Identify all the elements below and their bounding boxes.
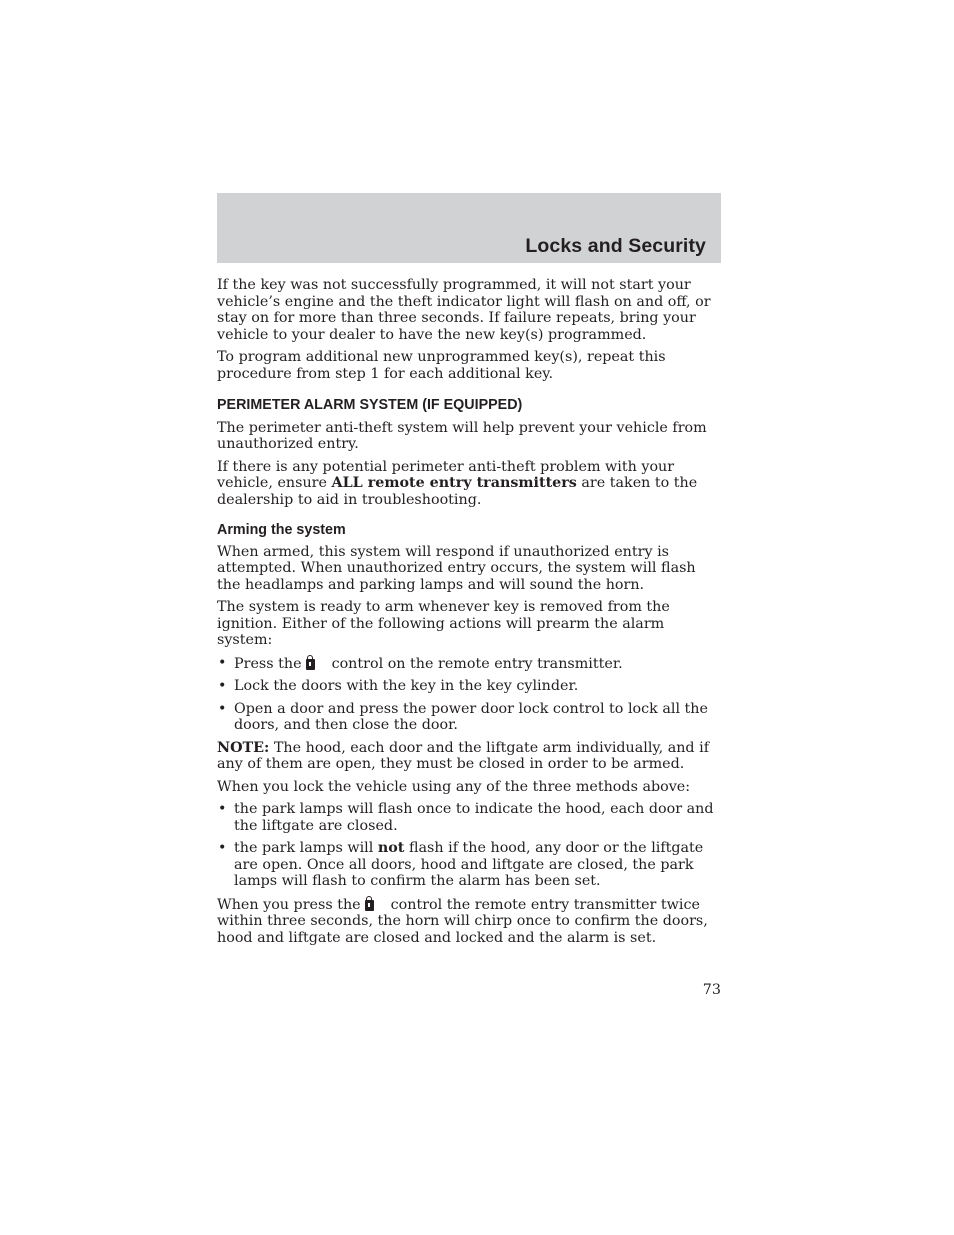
lock-icon bbox=[306, 655, 315, 670]
bullet-glyph: • bbox=[218, 678, 227, 694]
paragraph-perimeter-problem bbox=[217, 459, 721, 509]
note-paragraph bbox=[217, 740, 721, 773]
lock-icon bbox=[365, 896, 374, 911]
page-content bbox=[217, 277, 721, 952]
text-segment: control the remote entry transmitter twice within three seconds, the horn will chirp once to confirm the doors, hood and liftgate are closed and locked and the alarm is set. bbox=[217, 896, 708, 946]
list-item bbox=[217, 701, 721, 734]
text-segment: are taken to the dealership to aid in troubleshooting. bbox=[217, 475, 698, 508]
text-segment: the park lamps will flash once to indicate the hood, each door and the liftgate are closed. bbox=[234, 801, 714, 834]
header-band bbox=[217, 193, 721, 263]
text-segment: Open a door and press the power door lock control to lock all the doors, and then close the door. bbox=[234, 700, 708, 733]
page-title: Locks and Security bbox=[525, 235, 706, 257]
list-item bbox=[217, 801, 721, 834]
page-number: 73 bbox=[702, 982, 721, 998]
paragraph-ready-to-arm: The system is ready to arm whenever key is removed from the ignition. Either of the following actions will prearm the alarm system: bbox=[217, 599, 670, 648]
text-segment: If there is any potential perimeter anti-theft problem with your vehicle, ensure bbox=[217, 458, 675, 491]
paragraph-horn-chirp bbox=[217, 896, 721, 947]
text-segment: control on the remote entry transmitter. bbox=[331, 655, 623, 672]
list-item bbox=[217, 655, 721, 673]
bullet-glyph: • bbox=[218, 654, 227, 671]
bullet-glyph: • bbox=[218, 801, 227, 817]
paragraph-perimeter-intro: The perimeter anti-theft system will help prevent your vehicle from unauthorized entry. bbox=[217, 419, 707, 452]
section-heading: PERIMETER ALARM SYSTEM (IF EQUIPPED) bbox=[217, 397, 523, 413]
subsection-heading: Arming the system bbox=[217, 522, 346, 538]
paragraph-lock-methods: When you lock the vehicle using any of the three methods above: bbox=[217, 778, 691, 795]
list-item bbox=[217, 840, 721, 890]
note-label: NOTE: bbox=[217, 739, 270, 756]
text-segment: The hood, each door and the liftgate arm individually, and if any of them are open, they must be closed in order to be armed. bbox=[217, 739, 709, 772]
emphasis-text: ALL remote entry transmitters bbox=[331, 475, 577, 491]
text-segment: the park lamps will bbox=[234, 840, 378, 856]
text-segment: Press the bbox=[234, 655, 302, 672]
paragraph-program-additional-keys: To program additional new unprogrammed key(s), repeat this procedure from step 1 for each additional key. bbox=[217, 349, 666, 382]
paragraph-key-not-programmed: If the key was not successfully programmed, it will not start your vehicle’s engine and the theft indicator light will flash on and off, or stay on for more than three seconds. If failure repeats, bring your vehicle to your dealer to have the new key(s) programmed. bbox=[217, 277, 711, 343]
bullet-glyph: • bbox=[218, 840, 227, 856]
text-segment: When you press the bbox=[217, 896, 361, 913]
bullet-glyph: • bbox=[218, 700, 227, 717]
emphasis-text: not bbox=[377, 840, 405, 856]
list-item bbox=[217, 678, 721, 695]
text-segment: flash if the hood, any door or the liftgate are open. Once all doors, hood and liftgate are closed, the park lamps will flash to confirm the alarm has been set. bbox=[234, 840, 704, 889]
prearm-actions-list bbox=[217, 655, 721, 734]
text-segment: Lock the doors with the key in the key cylinder. bbox=[234, 678, 579, 694]
park-lamp-list bbox=[217, 801, 721, 890]
paragraph-armed-behavior: When armed, this system will respond if unauthorized entry is attempted. When unauthorized entry occurs, the system will flash the headlamps and parking lamps and will sound the horn. bbox=[217, 543, 696, 593]
